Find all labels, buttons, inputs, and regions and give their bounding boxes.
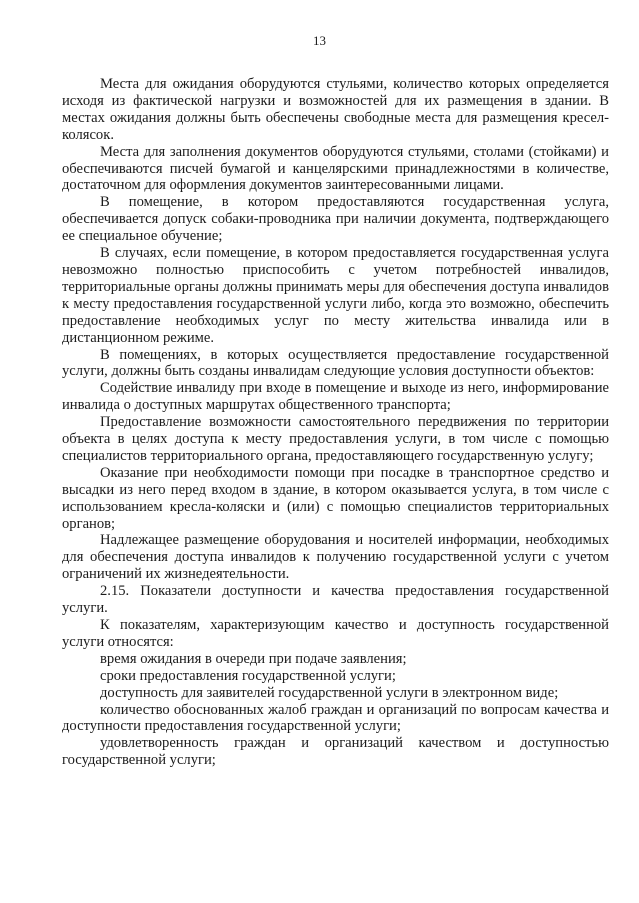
list-item-satisfaction: удовлетворенность граждан и организаций качеством и доступностью государственной услуги;: [62, 735, 609, 769]
paragraph-indicators-intro: К показателям, характеризующим качество и доступность государственной услуги относятся:: [62, 617, 609, 650]
list-item-complaints: количество обоснованных жалоб граждан и организаций по вопросам качества и доступности предоставления государственной услуги;: [62, 701, 609, 735]
document-body: [62, 76, 609, 769]
list-item-waiting-time: время ожидания в очереди при подаче заявления;: [100, 650, 407, 667]
paragraph-movement: Предоставление возможности самостоятельного передвижения по территории объекта в целях доступа к месту предоставления услуги, в том числе с помощью специалистов территориального органа, предоставляющего государственную услугу;: [62, 414, 609, 464]
paragraph-entry-assistance: Содействие инвалиду при входе в помещение и выходе из него, информирование инвалида о доступных маршрутах общественного транспорта;: [62, 380, 609, 414]
paragraph-waiting-places: Места для ожидания оборудуются стульями, количество которых определяется исходя из фактической нагрузки и возможностей для их размещения в здании. В местах ожидания должны быть обеспечены свободные места для размещения кресел-колясок.: [62, 76, 609, 143]
section-heading-2-15: 2.15. Показатели доступности и качества предоставления государственной услуги.: [62, 583, 609, 617]
paragraph-accessibility-conditions: В помещениях, в которых осуществляется предоставление государственной услуги, должны быть созданы инвалидам следующие условия доступности объектов:: [62, 346, 609, 380]
page-number: 13: [313, 33, 326, 48]
paragraph-equipment-placement: Надлежащее размещение оборудования и носителей информации, необходимых для обеспечения доступа инвалидов к получению государственной услуги с учетом ограничений их жизнедеятельности.: [62, 532, 609, 583]
paragraph-guide-dog: В помещение, в котором предоставляются государственная услуга, обеспечивается допуск собаки-проводника при наличии документа, подтверждающего ее специальное обучение;: [62, 194, 609, 245]
paragraph-transport-assistance: Оказание при необходимости помощи при посадке в транспортное средство и высадки из него перед входом в здание, в котором оказывается услуга, в том числе с использованием кресла-коляски и (или) с помощью специалистов территориальных органов;: [62, 464, 609, 532]
paragraph-adaptation: В случаях, если помещение, в котором предоставляется государственная услуга невозможно полностью приспособить с учетом потребностей инвалидов, территориальные органы должны принимать меры для обеспечения доступа инвалидов к месту предоставления государственной услуги либо, когда это возможно, обеспечить предоставление необходимых услуг по месту жительства инвалида или в дистанционном режиме.: [62, 245, 609, 346]
paragraph-document-places: Места для заполнения документов оборудуются стульями, столами (стойками) и обеспечиваются писчей бумагой и канцелярскими принадлежностями в количестве, достаточном для оформления документов заинтересованными лицами.: [62, 143, 609, 194]
list-item-terms: сроки предоставления государственной услуги;: [100, 667, 396, 684]
list-item-electronic-access: доступность для заявителей государственной услуги в электронном виде;: [100, 684, 559, 701]
